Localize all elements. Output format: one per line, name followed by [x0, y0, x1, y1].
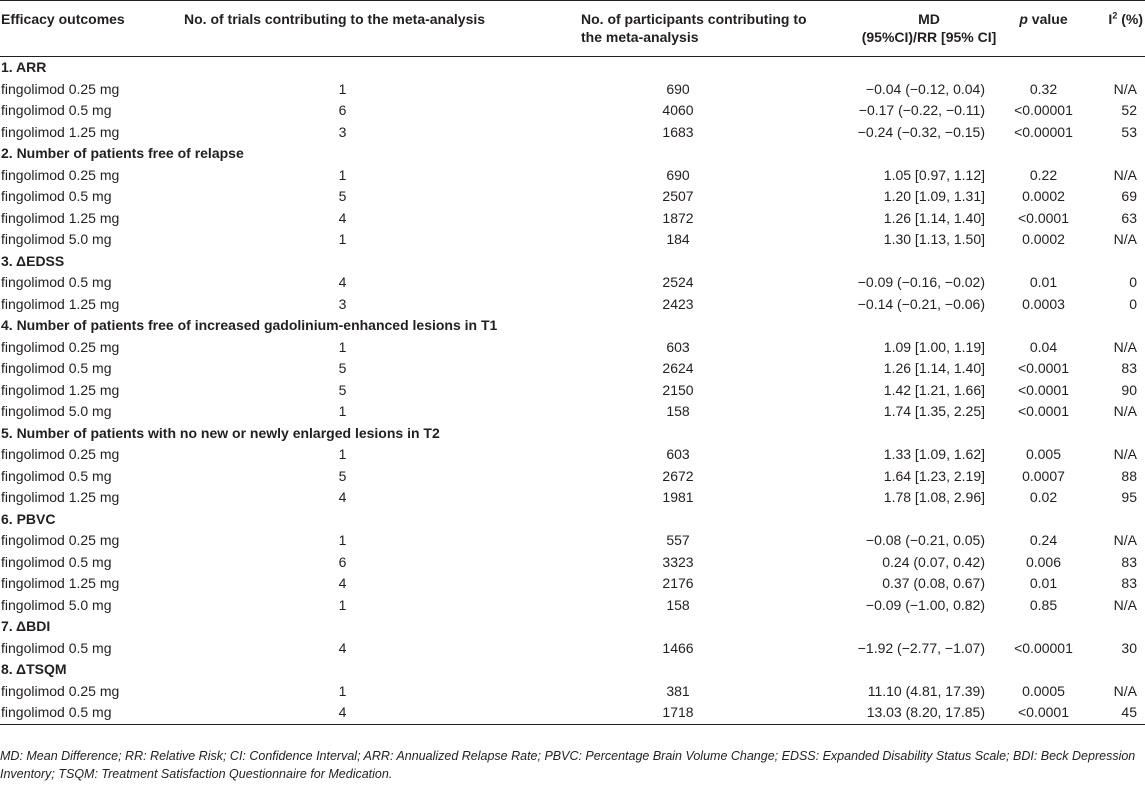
- cell-effect: 1.30 [1.13, 1.50]: [883, 231, 985, 247]
- cell-i2: N/A: [1113, 231, 1137, 247]
- cell-i2: 30: [1121, 639, 1137, 656]
- cell-dose: fingolimod 1.25 mg: [1, 381, 120, 398]
- cell-effect: 0.37 (0.08, 0.67): [882, 575, 985, 591]
- cell-dose: fingolimod 0.5 mg: [1, 188, 112, 204]
- cell-effect: 1.05 [0.97, 1.12]: [883, 166, 985, 183]
- section-title: 2. Number of patients free of relapse: [1, 145, 244, 161]
- table-row: [0, 401, 1145, 423]
- table-row: [0, 229, 1145, 251]
- cell-effect: −0.08 (−0.21, 0.05): [865, 532, 985, 548]
- cell-dose: fingolimod 5.0 mg: [1, 596, 112, 613]
- cell-effect: 1.20 [1.09, 1.31]: [883, 188, 985, 204]
- cell-effect: −0.09 (−0.16, −0.02): [857, 274, 985, 290]
- cell-effect: 1.78 [1.08, 2.96]: [883, 489, 985, 505]
- table-row: [0, 122, 1145, 144]
- header-effect-line1: MD: [918, 11, 940, 27]
- cell-participants: 2672: [662, 467, 694, 484]
- header-i2: [1090, 1, 1145, 57]
- cell-effect: 13.03 (8.20, 17.85): [831, 702, 997, 724]
- section-row: [0, 423, 1145, 445]
- section-title: 6. PBVC: [1, 510, 56, 527]
- cell-trials: 1: [338, 403, 347, 419]
- cell-trials: 1: [338, 682, 347, 699]
- cell-effect: 1.42 [1.21, 1.66]: [883, 381, 985, 398]
- cell-p-value: <0.0001: [1018, 360, 1069, 376]
- table-row: [0, 552, 1145, 574]
- table-row: [0, 487, 1145, 509]
- section-title: 4. Number of patients free of increased gadolinium-enhanced lesions in T1: [1, 317, 498, 333]
- cell-trials: 5: [338, 467, 347, 484]
- table-row: [0, 272, 1145, 294]
- cell-dose: fingolimod 0.5 mg: [1, 102, 112, 118]
- cell-trials: 1: [338, 166, 347, 183]
- cell-i2: N/A: [1113, 532, 1137, 548]
- cell-p-value: 0.85: [1029, 596, 1058, 613]
- table-row: [0, 681, 1145, 703]
- header-p-value: [997, 1, 1090, 57]
- table-row: [0, 165, 1145, 187]
- cell-p-value: 0.0007: [1022, 467, 1065, 484]
- header-outcome: Efficacy outcomes: [0, 1, 160, 57]
- table-row: [0, 702, 1145, 724]
- cell-p-value: <0.00001: [1014, 123, 1073, 140]
- table-row: [0, 337, 1145, 359]
- cell-dose: fingolimod 0.25 mg: [1, 338, 120, 355]
- table-row: [0, 573, 1145, 595]
- header-p-rest: value: [1027, 11, 1068, 27]
- cell-participants: 4060: [662, 102, 694, 118]
- header-i2-rest: (%): [1117, 11, 1143, 27]
- header-trials: No. of trials contributing to the meta-analysis: [160, 1, 525, 57]
- cell-p-value: <0.0001: [1018, 209, 1069, 226]
- section-row: [0, 659, 1145, 681]
- table-row: [0, 208, 1145, 230]
- header-i2-base: I: [1108, 11, 1113, 27]
- cell-participants: 2176: [662, 575, 694, 591]
- cell-trials: 5: [338, 188, 347, 204]
- cell-effect: 11.10 (4.81, 17.39): [867, 682, 985, 699]
- table-row: [0, 466, 1145, 488]
- cell-dose: fingolimod 0.25 mg: [1, 166, 120, 183]
- cell-participants: 2524: [662, 274, 694, 290]
- cell-dose: fingolimod 0.5 mg: [1, 360, 112, 376]
- section-title: 3. ΔEDSS: [1, 252, 65, 269]
- table-row: [0, 380, 1145, 402]
- section-title: 7. ΔBDI: [1, 618, 51, 634]
- cell-trials: 5: [338, 381, 347, 398]
- section-title: 8. ΔTSQM: [1, 661, 67, 677]
- cell-dose: fingolimod 0.5 mg: [1, 553, 112, 570]
- cell-p-value: 0.005: [1025, 446, 1062, 462]
- cell-p-value: <0.0001: [997, 702, 1090, 724]
- cell-i2: 69: [1121, 188, 1137, 204]
- header-row: [0, 1, 1145, 57]
- cell-effect: −1.92 (−2.77, −1.07): [857, 639, 985, 656]
- cell-i2: N/A: [1113, 682, 1137, 699]
- header-effect: [831, 1, 997, 57]
- cell-effect: 1.26 [1.14, 1.40]: [883, 209, 985, 226]
- cell-dose: fingolimod 5.0 mg: [1, 231, 112, 247]
- table-footnote: MD: Mean Difference; RR: Relative Risk; CI: Confidence Interval; ARR: Annualized Relapse Rate; PBVC: Percentage Brain Volume Change; EDSS: Expanded Disability Status Scale; BDI: Beck Depression Inventory; TSQM: Treatment Satisfaction Questionnaire for Medication.: [0, 749, 1136, 781]
- cell-participants: 2150: [662, 381, 694, 398]
- cell-effect: 1.33 [1.09, 1.62]: [883, 446, 985, 462]
- cell-participants: 2507: [662, 188, 694, 204]
- cell-i2: 88: [1121, 467, 1137, 484]
- cell-p-value: 0.0003: [1022, 295, 1065, 312]
- section-row: [0, 509, 1145, 531]
- cell-dose: fingolimod 0.25 mg: [1, 446, 120, 462]
- cell-dose: fingolimod 0.5 mg: [1, 467, 112, 484]
- cell-p-value: 0.32: [1029, 80, 1058, 97]
- cell-p-value: 0.22: [1029, 166, 1058, 183]
- section-row: [0, 143, 1145, 165]
- section-title: 5. Number of patients with no new or newly enlarged lesions in T2: [1, 424, 440, 441]
- section-row: [0, 251, 1145, 273]
- header-p-italic: p: [1019, 11, 1028, 27]
- cell-dose: fingolimod 1.25 mg: [1, 575, 120, 591]
- cell-effect: −0.17 (−0.22, −0.11): [858, 102, 985, 118]
- cell-i2: 63: [1121, 209, 1137, 226]
- cell-dose: fingolimod 1.25 mg: [1, 295, 120, 312]
- cell-dose: fingolimod 5.0 mg: [1, 403, 112, 419]
- cell-participants: 1981: [662, 489, 694, 505]
- cell-i2: N/A: [1113, 80, 1137, 97]
- cell-dose: fingolimod 0.25 mg: [1, 682, 120, 699]
- cell-dose: fingolimod 1.25 mg: [1, 489, 120, 505]
- cell-trials: 4: [160, 702, 525, 724]
- cell-trials: 1: [338, 532, 347, 548]
- cell-dose: fingolimod 1.25 mg: [1, 209, 120, 226]
- cell-i2: N/A: [1113, 446, 1137, 462]
- cell-participants: 184: [666, 231, 690, 247]
- table-row: [0, 358, 1145, 380]
- table-row: [0, 595, 1145, 617]
- cell-trials: 1: [338, 338, 347, 355]
- header-participants: No. of participants contributing to the meta-analysis: [525, 1, 831, 57]
- cell-i2: 53: [1121, 123, 1137, 140]
- cell-i2: 83: [1121, 553, 1137, 570]
- cell-participants: 158: [666, 596, 690, 613]
- cell-p-value: <0.00001: [1014, 639, 1073, 656]
- cell-trials: 3: [338, 295, 347, 312]
- cell-trials: 3: [338, 123, 347, 140]
- table-row: [0, 100, 1145, 122]
- cell-trials: 6: [338, 553, 347, 570]
- cell-trials: 4: [338, 274, 347, 290]
- table-row: [0, 530, 1145, 552]
- cell-p-value: 0.0002: [1022, 188, 1065, 204]
- section-row: [0, 616, 1145, 638]
- cell-i2: 0: [1129, 274, 1137, 290]
- cell-participants: 557: [666, 532, 690, 548]
- cell-dose: fingolimod 0.5 mg: [1, 274, 112, 290]
- table-row: [0, 79, 1145, 101]
- cell-trials: 1: [338, 446, 347, 462]
- table-row: [0, 444, 1145, 466]
- cell-p-value: 0.04: [1029, 338, 1058, 355]
- cell-trials: 1: [338, 596, 347, 613]
- cell-p-value: <0.00001: [1014, 102, 1073, 118]
- cell-dose: fingolimod 0.5 mg: [0, 702, 160, 724]
- cell-trials: 5: [338, 360, 347, 376]
- cell-dose: fingolimod 0.25 mg: [1, 532, 120, 548]
- cell-p-value: 0.01: [1029, 575, 1058, 591]
- cell-effect: −0.14 (−0.21, −0.06): [857, 295, 985, 312]
- cell-p-value: 0.0002: [1022, 231, 1065, 247]
- cell-participants: 381: [666, 682, 690, 699]
- section-title: 1. ARR: [1, 59, 47, 75]
- cell-participants: 603: [666, 338, 690, 355]
- cell-i2: N/A: [1113, 338, 1137, 355]
- cell-dose: fingolimod 0.25 mg: [1, 80, 120, 97]
- cell-dose: fingolimod 1.25 mg: [1, 123, 120, 140]
- cell-effect: 1.09 [1.00, 1.19]: [883, 338, 985, 355]
- cell-trials: 6: [338, 102, 347, 118]
- cell-p-value: 0.02: [1029, 489, 1058, 505]
- cell-dose: fingolimod 0.5 mg: [1, 639, 112, 656]
- section-row: [0, 57, 1145, 79]
- cell-i2: 95: [1121, 489, 1137, 505]
- cell-trials: 4: [338, 489, 347, 505]
- table-row: [0, 186, 1145, 208]
- cell-effect: 1.74 [1.35, 2.25]: [883, 403, 985, 419]
- cell-effect: −0.24 (−0.32, −0.15): [857, 123, 985, 140]
- cell-trials: 1: [338, 80, 347, 97]
- cell-effect: 0.24 (0.07, 0.42): [882, 553, 985, 570]
- cell-participants: 2624: [662, 360, 694, 376]
- cell-effect: 1.26 [1.14, 1.40]: [883, 360, 985, 376]
- cell-trials: 1: [338, 231, 347, 247]
- cell-p-value: 0.0005: [1022, 682, 1065, 699]
- cell-i2: 83: [1121, 360, 1137, 376]
- table-row: [0, 638, 1145, 660]
- header-effect-line2: (95%CI)/RR [95% CI]: [861, 29, 997, 45]
- cell-participants: 690: [666, 80, 690, 97]
- cell-participants: 158: [666, 403, 690, 419]
- cell-participants: 1683: [662, 123, 694, 140]
- cell-participants: 1872: [662, 209, 694, 226]
- section-row: [0, 315, 1145, 337]
- cell-trials: 4: [338, 209, 347, 226]
- cell-i2: N/A: [1113, 403, 1137, 419]
- cell-p-value: <0.0001: [1018, 403, 1069, 419]
- cell-p-value: <0.0001: [1018, 381, 1069, 398]
- cell-participants: 690: [666, 166, 690, 183]
- cell-participants: 1718: [525, 702, 831, 724]
- cell-trials: 4: [338, 639, 347, 656]
- table-row: [0, 294, 1145, 316]
- cell-i2: N/A: [1113, 596, 1137, 613]
- header-i2-sup: 2: [1112, 10, 1118, 21]
- cell-participants: 2423: [662, 295, 694, 312]
- cell-p-value: 0.24: [1029, 532, 1058, 548]
- cell-i2: 52: [1121, 102, 1137, 118]
- cell-i2: 83: [1121, 575, 1137, 591]
- cell-effect: −0.04 (−0.12, 0.04): [865, 80, 985, 97]
- cell-effect: −0.09 (−1.00, 0.82): [865, 596, 985, 613]
- table-body: [0, 57, 1145, 725]
- cell-effect: 1.64 [1.23, 2.19]: [883, 467, 985, 484]
- cell-p-value: 0.01: [1029, 274, 1058, 290]
- cell-i2: 45: [1090, 702, 1145, 724]
- cell-i2: 90: [1121, 381, 1137, 398]
- cell-participants: 603: [666, 446, 690, 462]
- cell-participants: 1466: [662, 639, 694, 656]
- cell-i2: 0: [1129, 295, 1137, 312]
- cell-participants: 3323: [662, 553, 694, 570]
- cell-trials: 4: [338, 575, 347, 591]
- cell-i2: N/A: [1113, 166, 1137, 183]
- cell-p-value: 0.006: [1025, 553, 1062, 570]
